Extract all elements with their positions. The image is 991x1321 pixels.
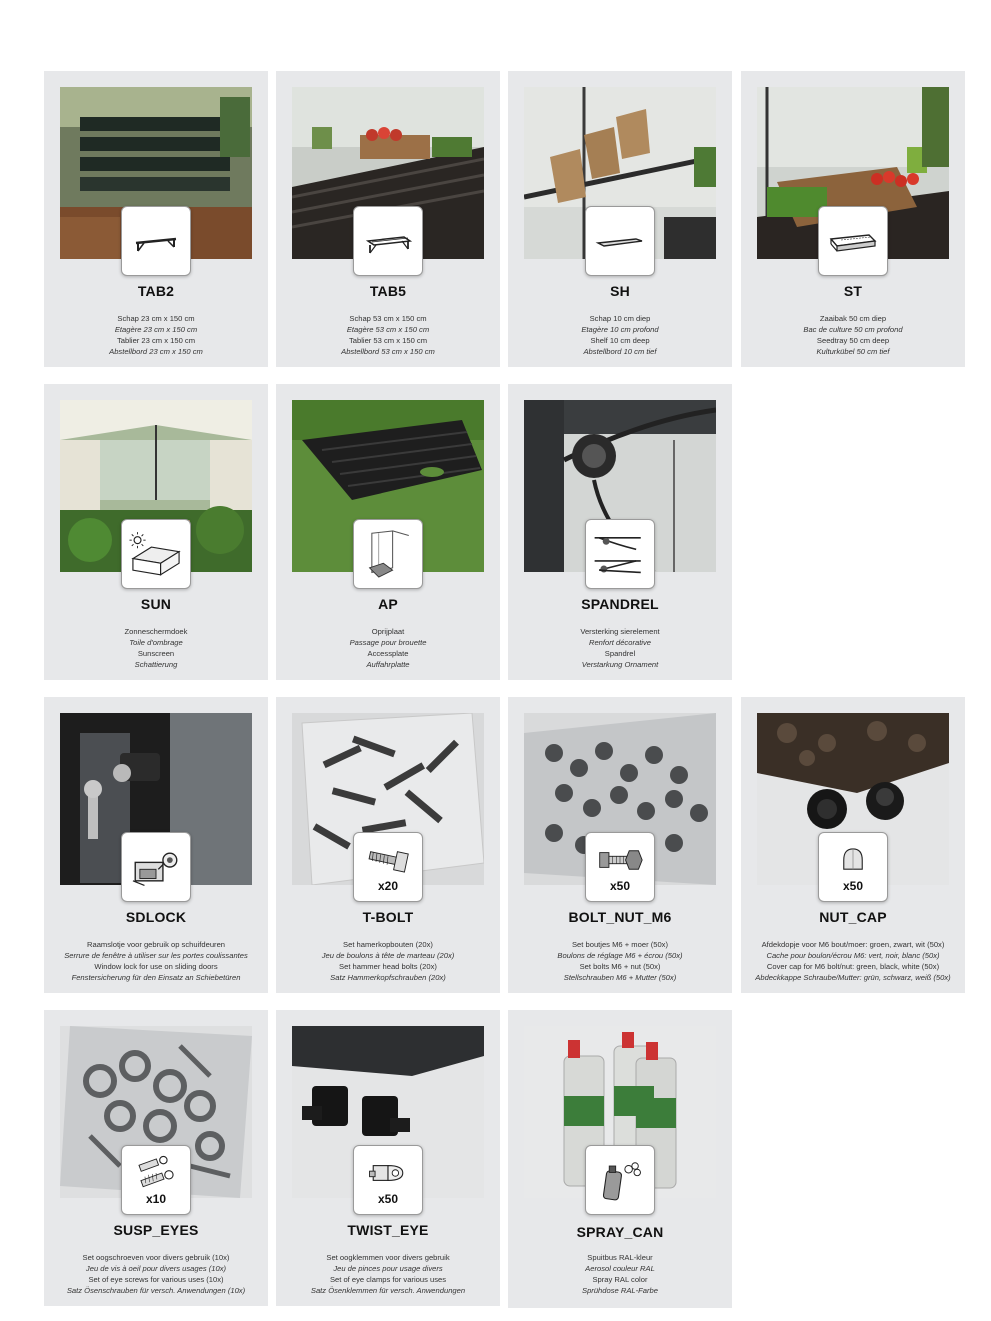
- description-line-en: Cover cap for M6 bolt/nut: green, black, white (50x): [766, 962, 940, 971]
- description-line-fr: Boulons de réglage M6 + écrou (50x): [557, 951, 683, 960]
- description-line-fr: Jeu de vis à oeil pour divers usages (10x): [85, 1264, 227, 1273]
- product-code: SH: [610, 283, 630, 299]
- product-description: [280, 939, 496, 983]
- shelf-bracket-icon: [130, 221, 182, 261]
- product-code: TAB2: [137, 283, 175, 299]
- product-icon-box: [353, 832, 423, 902]
- description-line-de: Schattierung: [134, 660, 178, 669]
- description-line-nl: Afdekdopje voor M6 bout/moer: groen, zwart, wit (50x): [761, 940, 945, 949]
- product-icon-box: [121, 206, 191, 276]
- product-code: BOLT_NUT_M6: [568, 909, 672, 925]
- description-line-fr: Renfort décorative: [588, 638, 652, 647]
- spandrel-icon: [590, 526, 650, 582]
- product-card-nut-cap: [741, 697, 965, 993]
- product-card-tab5: [276, 71, 500, 367]
- description-line-en: Seedtray 50 cm deep: [816, 336, 890, 345]
- flat-shelf-icon: [594, 221, 646, 261]
- sliding-door-lock-icon: [126, 839, 186, 895]
- product-description: [512, 626, 728, 670]
- product-code: ST: [843, 283, 863, 299]
- description-line-en: Tablier 23 cm x 150 cm: [116, 336, 196, 345]
- product-code: SDLOCK: [125, 909, 187, 925]
- product-code: SUN: [140, 596, 172, 612]
- nut-cap-icon: [829, 841, 877, 879]
- eye-clamp-icon: [364, 1154, 412, 1192]
- product-description: [512, 939, 728, 983]
- description-line-de: Abstellbord 53 cm x 150 cm: [341, 347, 435, 356]
- product-description: [512, 313, 728, 357]
- description-line-de: Sprühdose RAL-Farbe: [582, 1286, 658, 1295]
- product-code: T-BOLT: [362, 909, 414, 925]
- description-line-de: Satz Hammerkopfschrauben (20x): [330, 973, 446, 982]
- product-icon-box: [585, 832, 655, 902]
- description-line-fr: Jeu de pinces pour usage divers: [333, 1264, 443, 1273]
- product-code: TAB5: [369, 283, 407, 299]
- description-line-de: Satz Ösenschrauben für versch. Anwendungen (10x): [66, 1286, 246, 1295]
- product-code: SUSP_EYES: [113, 1222, 199, 1238]
- product-card-bolt-nut-m6: [508, 697, 732, 993]
- description-line-en: Accessplate: [367, 649, 409, 658]
- product-icon-box: [818, 832, 888, 902]
- description-line-fr: Etagère 53 cm x 150 cm: [346, 325, 430, 334]
- quantity-label: x20: [377, 879, 399, 893]
- description-line-nl: Raamslotje voor gebruik op schuifdeuren: [86, 940, 226, 949]
- description-line-de: Abdeckkappe Schraube/Mutter: grün, schwarz, weiß (50x): [755, 973, 951, 982]
- description-line-en: Spray RAL color: [592, 1275, 648, 1284]
- quantity-label: x50: [377, 1192, 399, 1206]
- quantity-label: x50: [842, 879, 864, 893]
- description-line-nl: Versterking sierelement: [580, 627, 660, 636]
- product-description: [280, 313, 496, 357]
- access-plate-icon: [358, 526, 418, 582]
- description-line-en: Spandrel: [604, 649, 636, 658]
- description-line-en: Set hammer head bolts (20x): [339, 962, 437, 971]
- product-description: [745, 313, 961, 357]
- product-code: AP: [378, 596, 398, 612]
- product-card-sun: [44, 384, 268, 680]
- product-card-st: [741, 71, 965, 367]
- product-code: SPANDREL: [581, 596, 659, 612]
- product-description: [48, 1252, 264, 1296]
- description-line-fr: Bac de culture 50 cm profond: [803, 325, 903, 334]
- product-code: SPRAY_CAN: [576, 1224, 664, 1240]
- description-line-nl: Schap 53 cm x 150 cm: [349, 314, 427, 323]
- product-description: [280, 626, 496, 670]
- description-line-en: Set bolts M6 + nut (50x): [579, 962, 661, 971]
- description-line-fr: Cache pour boulon/écrou M6: vert, noir, blanc (50x): [766, 951, 940, 960]
- product-icon-box: [353, 519, 423, 589]
- quantity-label: x50: [609, 879, 631, 893]
- product-description: [48, 626, 264, 670]
- product-code: TWIST_EYE: [347, 1222, 429, 1238]
- hammer-head-bolt-icon: [364, 841, 412, 879]
- description-line-en: Shelf 10 cm deep: [590, 336, 650, 345]
- description-line-de: Abstellbord 23 cm x 150 cm: [109, 347, 203, 356]
- description-line-en: Set of eye screws for various uses (10x): [88, 1275, 224, 1284]
- description-line-nl: Set oogklemmen voor divers gebruik: [326, 1253, 450, 1262]
- description-line-de: Kulturkübel 50 cm tief: [816, 347, 890, 356]
- description-line-nl: Set hamerkopbouten (20x): [343, 940, 433, 949]
- product-card-twist-eye: [276, 1010, 500, 1306]
- bolt-and-nut-icon: [596, 841, 644, 879]
- description-line-en: Set of eye clamps for various uses: [329, 1275, 447, 1284]
- product-description: [48, 313, 264, 357]
- spray-can-icon: [592, 1153, 648, 1207]
- product-code: NUT_CAP: [819, 909, 887, 925]
- description-line-nl: Spuitbus RAL-kleur: [587, 1253, 653, 1262]
- description-line-nl: Oprijplaat: [371, 627, 405, 636]
- description-line-fr: Aerosol couleur RAL: [585, 1264, 655, 1273]
- greenhouse-sun-icon: [126, 526, 186, 582]
- product-description: [512, 1252, 728, 1296]
- description-line-de: Auffahrplatte: [366, 660, 410, 669]
- description-line-de: Abstellbord 10 cm tief: [583, 347, 657, 356]
- description-line-fr: Serrure de fenêtre à utiliser sur les portes coulissantes: [64, 951, 248, 960]
- description-line-fr: Etagère 10 cm profond: [581, 325, 659, 334]
- product-card-t-bolt: [276, 697, 500, 993]
- description-line-fr: Etagère 23 cm x 150 cm: [114, 325, 198, 334]
- description-line-fr: Toile d'ombrage: [129, 638, 183, 647]
- description-line-fr: Jeu de boulons à tête de marteau (20x): [321, 951, 455, 960]
- product-description: [280, 1252, 496, 1296]
- product-icon-box: [121, 832, 191, 902]
- description-line-de: Fenstersicherung für den Einsatz an Schiebetüren: [71, 973, 241, 982]
- product-description: [48, 939, 264, 983]
- product-card-ap: [276, 384, 500, 680]
- product-description: [745, 939, 961, 983]
- description-line-de: Stellschrauben M6 + Mutter (50x): [563, 973, 677, 982]
- product-card-tab2: [44, 71, 268, 367]
- description-line-en: Window lock for use on sliding doors: [94, 962, 218, 971]
- description-line-en: Tablier 53 cm x 150 cm: [348, 336, 428, 345]
- product-icon-box: [353, 206, 423, 276]
- product-icon-box: [585, 519, 655, 589]
- description-line-fr: Passage pour brouette: [349, 638, 427, 647]
- product-card-susp-eyes: [44, 1010, 268, 1306]
- description-line-nl: Zaaibak 50 cm diep: [819, 314, 887, 323]
- description-line-nl: Schap 23 cm x 150 cm: [117, 314, 195, 323]
- description-line-en: Sunscreen: [137, 649, 175, 658]
- product-icon-box: [121, 519, 191, 589]
- description-line-de: Verstarkung Ornament: [581, 660, 659, 669]
- product-card-spray-can: [508, 1010, 732, 1308]
- product-icon-box: [121, 1145, 191, 1215]
- product-card-spandrel: [508, 384, 732, 680]
- description-line-nl: Set boutjes M6 + moer (50x): [571, 940, 669, 949]
- description-line-nl: Set oogschroeven voor divers gebruik (10x): [82, 1253, 230, 1262]
- description-line-nl: Zonneschermdoek: [124, 627, 188, 636]
- product-icon-box: [585, 1145, 655, 1215]
- quantity-label: x10: [145, 1192, 167, 1206]
- seed-tray-icon: [827, 221, 879, 261]
- eye-screw-icon: [132, 1154, 180, 1192]
- product-icon-box: [818, 206, 888, 276]
- product-card-sh: [508, 71, 732, 367]
- slatted-shelf-icon: [362, 221, 414, 261]
- product-card-sdlock: [44, 697, 268, 993]
- description-line-nl: Schap 10 cm diep: [589, 314, 651, 323]
- product-icon-box: [353, 1145, 423, 1215]
- product-icon-box: [585, 206, 655, 276]
- description-line-de: Satz Ösenklemmen für versch. Anwendungen: [310, 1286, 466, 1295]
